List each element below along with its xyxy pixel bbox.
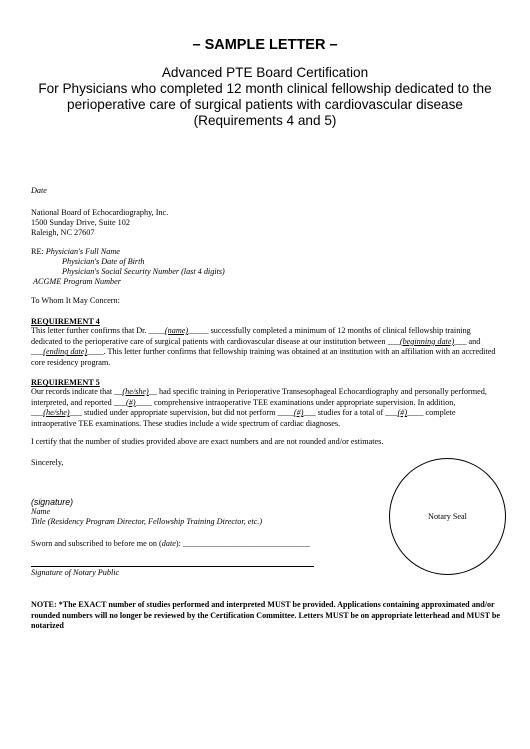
address-line-1: National Board of Echocardiography, Inc. — [31, 208, 169, 217]
req5-blank: __ — [148, 387, 157, 396]
req4-beginning-date-field: (beginning date) — [399, 336, 455, 346]
req4-text-2: successfully completed a minimum of 12 months of clinical fellowship training dedicated to the perioperative care of surgical patients with cardiovascular disease at our institution between — [31, 326, 471, 346]
closing: Sincerely, — [31, 458, 64, 467]
notary-seal-label: Notary Seal — [428, 512, 467, 521]
req5-blank: __ — [114, 387, 123, 396]
req5-blank: ___ — [31, 408, 44, 418]
req4-blank: ___ — [454, 336, 467, 346]
req5-pronoun-field: (he/she) — [43, 408, 70, 418]
req5-text-6: complete intraoperative TEE examinations. These studies include a wide spectrum of cardiac diagnoses. — [31, 408, 456, 428]
req4-blank: ___ — [31, 347, 44, 357]
date-field: Date — [31, 186, 47, 195]
req5-pronoun-field: (he/she) — [122, 387, 149, 396]
note-paragraph: NOTE: *The EXACT number of studies performed and interpreted MUST be provided. Applications containing approximated and/or rounded numbers will no longer be reviewed by the Certification Committee. Letters MUST be on appropriate letterhead and MUST be notarized — [31, 600, 500, 630]
req5-blank: ___ — [385, 408, 398, 418]
sworn-suffix: ): _______________________________ — [175, 539, 310, 548]
req4-blank: _____ — [188, 326, 209, 335]
requirement-4-heading: REQUIREMENT 4 — [31, 317, 100, 326]
req5-blank: ___ — [303, 408, 316, 418]
certification-statement: I certify that the number of studies provided above are exact numbers and are not rounded and/or estimates. — [31, 437, 384, 446]
req4-text-3: and — [466, 336, 481, 346]
req5-total-count-field: (#) — [397, 408, 408, 418]
req4-blank: ____ — [148, 326, 165, 335]
subtitle-line-4: (Requirements 4 and 5) — [193, 113, 337, 128]
notary-signature-label: Signature of Notary Public — [31, 568, 120, 577]
req5-blank: ___ — [113, 397, 127, 407]
signer-title: Title (Residency Program Director, Fellowship Training Director, etc.) — [31, 517, 263, 526]
subtitle-line-2: For Physicians who completed 12 month clinical fellowship dedicated to the — [38, 81, 492, 96]
re-label: RE: — [31, 247, 44, 256]
re-line-2: Physician's Date of Birth — [62, 257, 145, 266]
req5-text-5: studies for a total of — [315, 408, 386, 418]
req5-performed-count-field: (#) — [126, 397, 136, 407]
signature-placeholder: (signature) — [31, 497, 74, 507]
requirement-4-paragraph — [31, 326, 501, 368]
sworn-date-field: date — [161, 539, 176, 548]
re-line-4: ACGME Program Number — [33, 277, 121, 286]
req5-blank: ____ — [407, 408, 424, 418]
req5-text-1: Our records indicate that — [31, 387, 115, 396]
req5-blank: ___ — [69, 408, 82, 418]
req5-studied-count-field: (#) — [293, 408, 304, 418]
salutation: To Whom It May Concern: — [31, 296, 120, 305]
req4-blank: ____ — [87, 347, 104, 357]
req4-text-1: This letter further confirms that Dr. — [31, 326, 149, 335]
subtitle-line-1: Advanced PTE Board Certification — [161, 65, 369, 80]
re-full-name: Physician's Full Name — [45, 247, 120, 256]
requirement-5-paragraph — [31, 387, 501, 429]
sworn-prefix: Sworn and subscribed to before me on ( — [31, 539, 162, 548]
req5-blank: ____ — [135, 397, 152, 407]
req4-ending-date-field: (ending date) — [43, 347, 88, 357]
signer-name: Name — [31, 507, 51, 516]
req5-text-2: had specific training in Perioperative Transesophageal Echocardiography and personally performed, interpreted, and reported — [31, 387, 487, 407]
address-line-2: 1500 Sunday Drive, Suite 102 — [31, 218, 130, 227]
req4-text-4: . This letter further confirms that fellowship training was obtained at an institution with an affiliation with an accredited core residency program. — [31, 347, 496, 367]
re-line-1 — [31, 247, 120, 258]
req4-name-field: (name) — [164, 326, 189, 335]
req5-blank: ____ — [277, 408, 294, 418]
address-line-3: Raleigh, NC 27607 — [31, 228, 95, 237]
letter-title: – SAMPLE LETTER – — [192, 37, 338, 53]
req5-text-4: studied under appropriate supervision, but did not perform — [81, 408, 278, 418]
requirement-5-heading: REQUIREMENT 5 — [31, 378, 100, 387]
re-line-3: Physician's Social Security Number (last 4 digits) — [62, 267, 225, 276]
subtitle-line-3: perioperative care of surgical patients with cardiovascular disease — [67, 97, 463, 112]
notary-signature-line — [31, 566, 314, 567]
req5-text-3: comprehensive intraoperative TEE examinations under appropriate supervision. In addition, — [151, 397, 456, 407]
req4-blank: ___ — [387, 336, 400, 346]
sworn-line — [31, 539, 310, 550]
